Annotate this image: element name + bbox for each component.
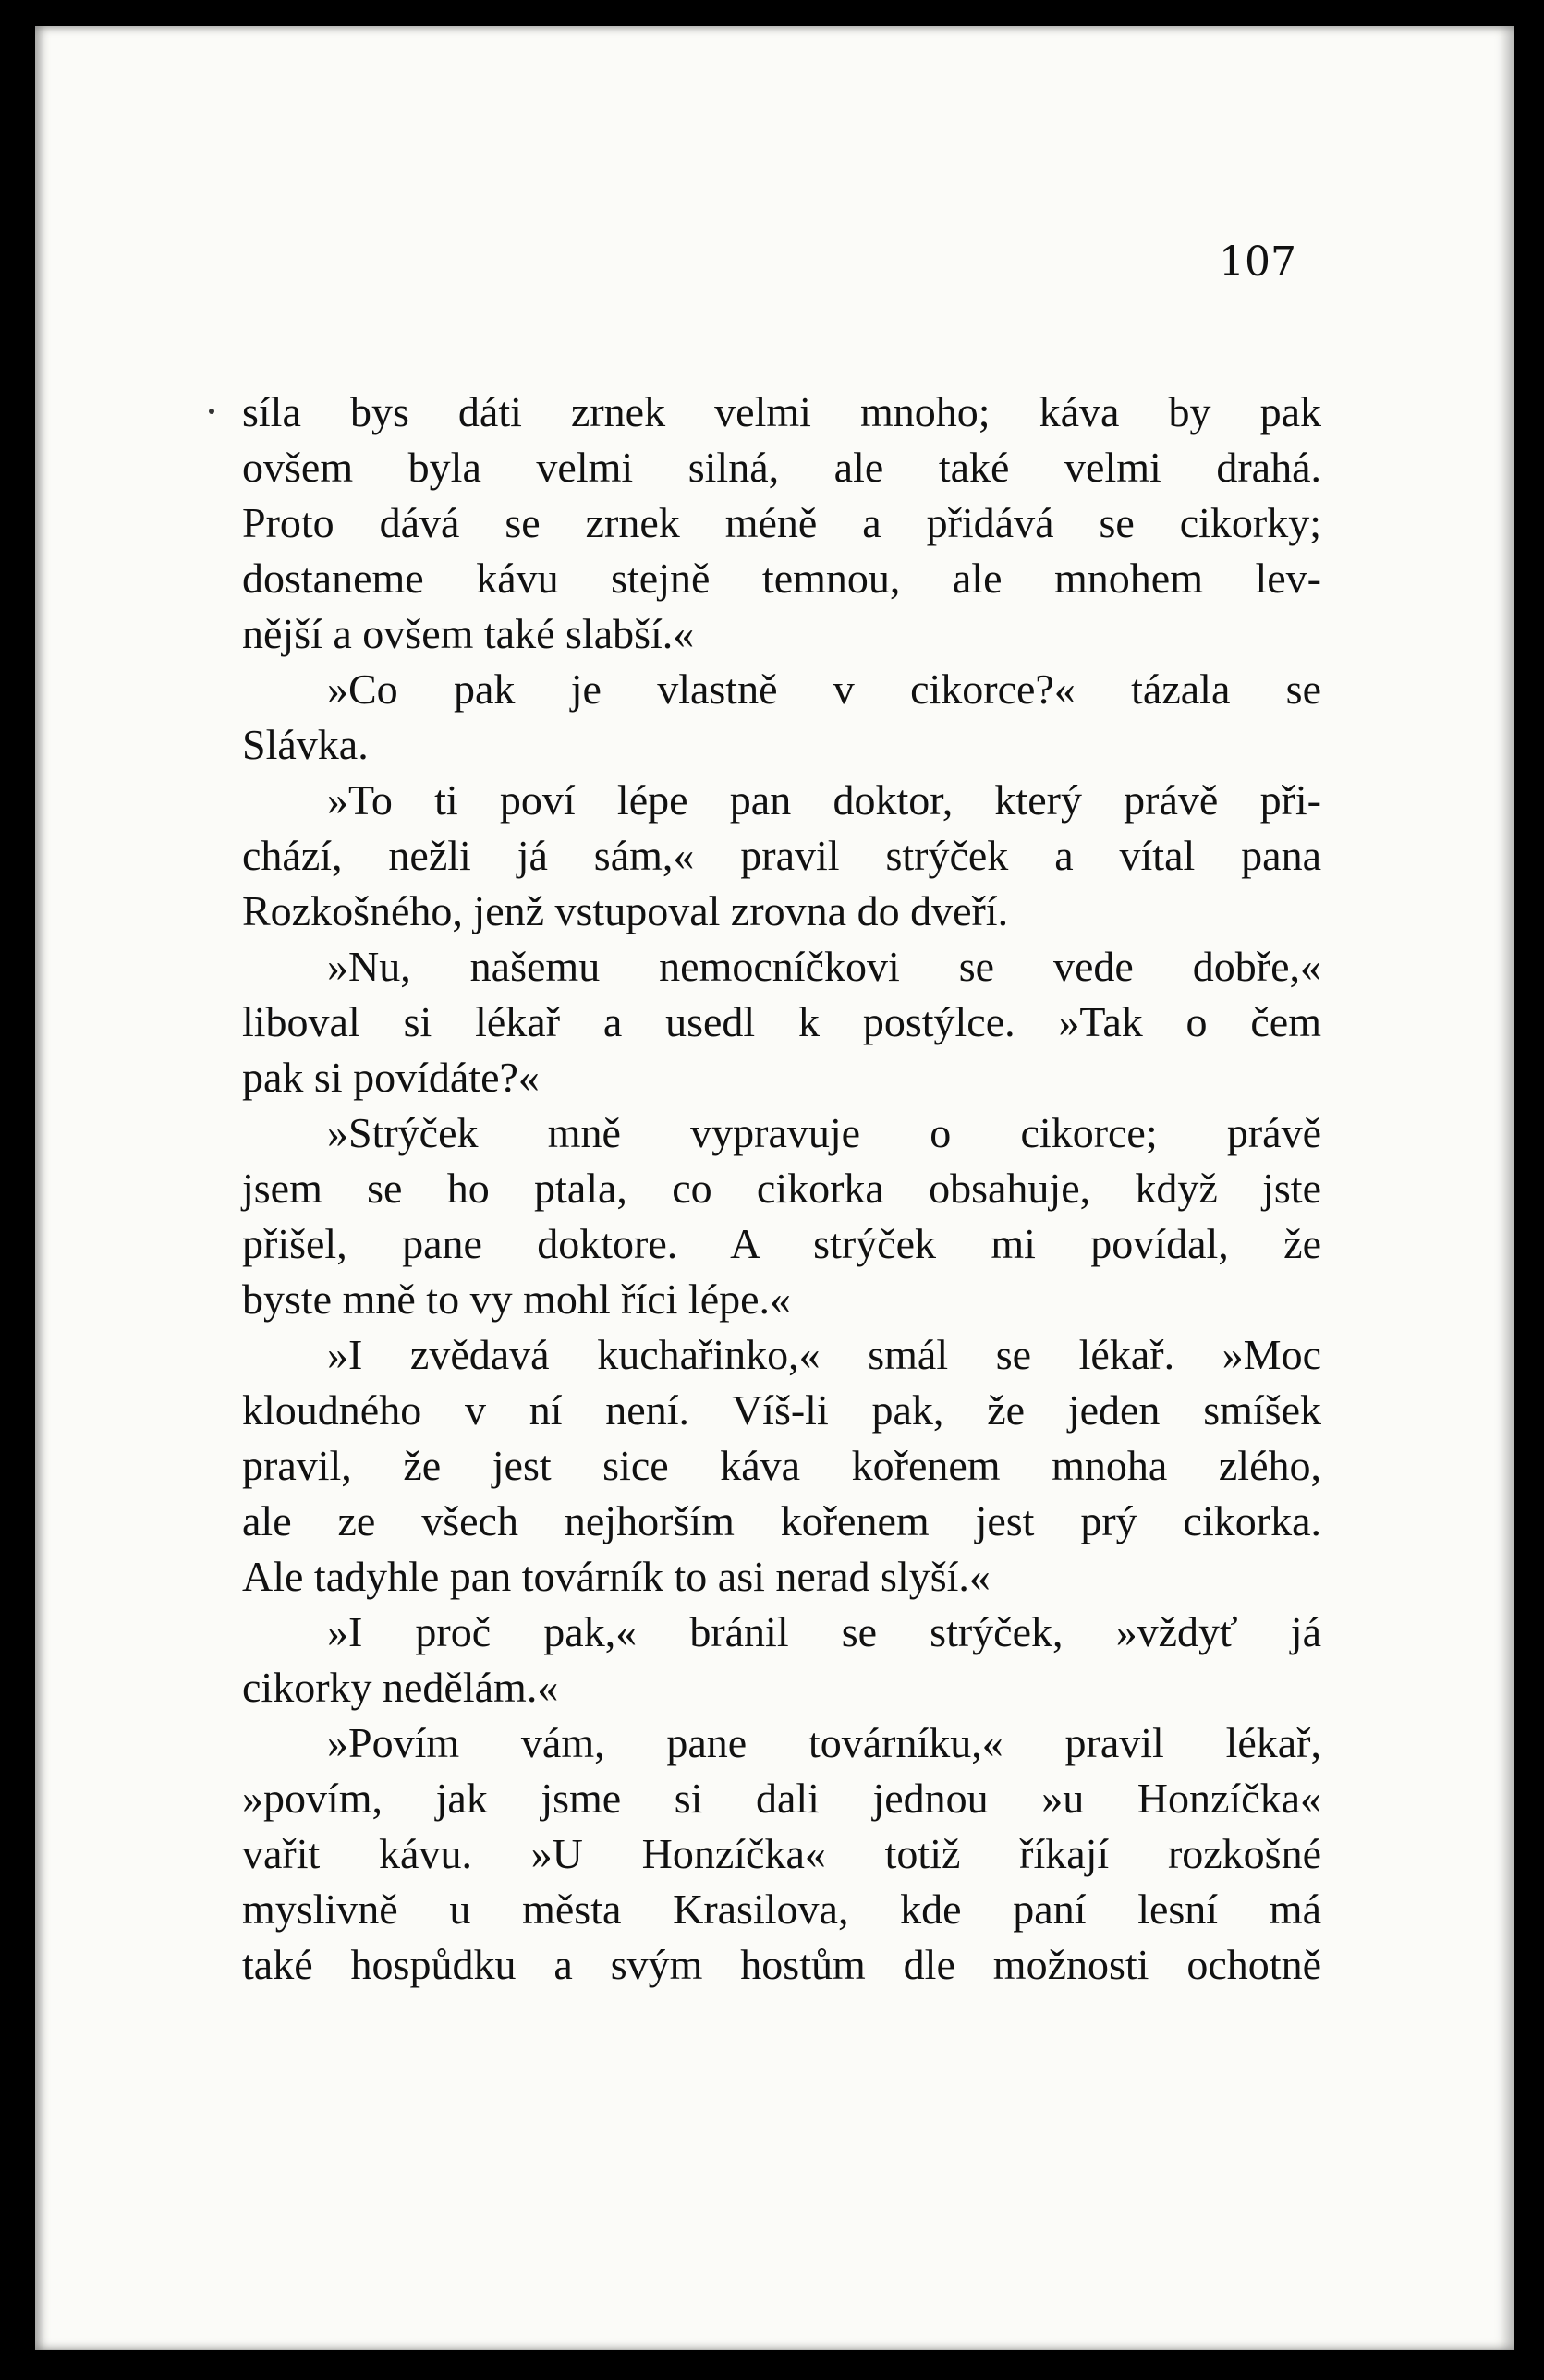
text-line: byste mně to vy mohl říci lépe.« bbox=[242, 1275, 792, 1323]
text-line: ale ze všech nejhorším kořenem jest prý cikorka. bbox=[242, 1497, 1321, 1544]
text-line: kloudného v ní není. Víš-li pak, že jeden smíšek bbox=[242, 1386, 1321, 1434]
text-line: »I zvědavá kuchařinko,« smál se lékař. »Moc bbox=[327, 1331, 1321, 1378]
text-line: ovšem byla velmi silná, ale také velmi drahá. bbox=[242, 444, 1321, 491]
text-line: Proto dává se zrnek méně a přidává se cikorky; bbox=[242, 499, 1321, 546]
text-line: Slávka. bbox=[242, 721, 369, 768]
text-line: pravil, že jest sice káva kořenem mnoha zlého, bbox=[242, 1442, 1321, 1489]
text-line: »Nu, našemu nemocníčkovi se vede dobře,« bbox=[327, 943, 1321, 990]
text-line: dostaneme kávu stejně temnou, ale mnohem lev- bbox=[242, 555, 1321, 602]
text-line: »Strýček mně vypravuje o cikorce; právě bbox=[327, 1109, 1321, 1156]
text-line: také hospůdku a svým hostům dle možnosti ochotně bbox=[242, 1941, 1321, 1988]
page-number: 107 bbox=[1219, 238, 1296, 286]
text-line: »Co pak je vlastně v cikorce?« tázala se bbox=[327, 665, 1321, 713]
text-line: »To ti poví lépe pan doktor, který právě při- bbox=[327, 776, 1321, 824]
text-line: myslivně u města Krasilova, kde paní lesní má bbox=[242, 1886, 1321, 1933]
text-line: »povím, jak jsme si dali jednou »u Honzíčka« bbox=[242, 1775, 1321, 1822]
text-line: Ale tadyhle pan továrník to asi nerad slyší.« bbox=[242, 1553, 991, 1600]
text-line: jsem se ho ptala, co cikorka obsahuje, když jste bbox=[242, 1165, 1321, 1212]
text-line: nější a ovšem také slabší.« bbox=[242, 610, 695, 657]
text-line: »Povím vám, pane továrníku,« pravil lékař, bbox=[327, 1719, 1321, 1766]
text-line: cikorky nedělám.« bbox=[242, 1664, 559, 1711]
text-line: chází, nežli já sám,« pravil strýček a vítal pana bbox=[242, 832, 1321, 879]
text-line: »I proč pak,« bránil se strýček, »vždyť já bbox=[327, 1608, 1321, 1655]
text-line: pak si povídáte?« bbox=[242, 1054, 540, 1101]
body-text bbox=[242, 384, 1321, 1993]
text-line: síla bys dáti zrnek velmi mnoho; káva by pak bbox=[242, 388, 1321, 435]
text-line: Rozkošného, jenž vstupoval zrovna do dveří. bbox=[242, 887, 1009, 934]
book-page bbox=[35, 26, 1514, 2350]
text-line: vařit kávu. »U Honzíčka« totiž říkají rozkošné bbox=[242, 1830, 1321, 1877]
text-line: liboval si lékař a usedl k postýlce. »Tak o čem bbox=[242, 998, 1321, 1045]
margin-mark bbox=[209, 409, 214, 414]
text-line: přišel, pane doktore. A strýček mi povídal, že bbox=[242, 1220, 1321, 1267]
